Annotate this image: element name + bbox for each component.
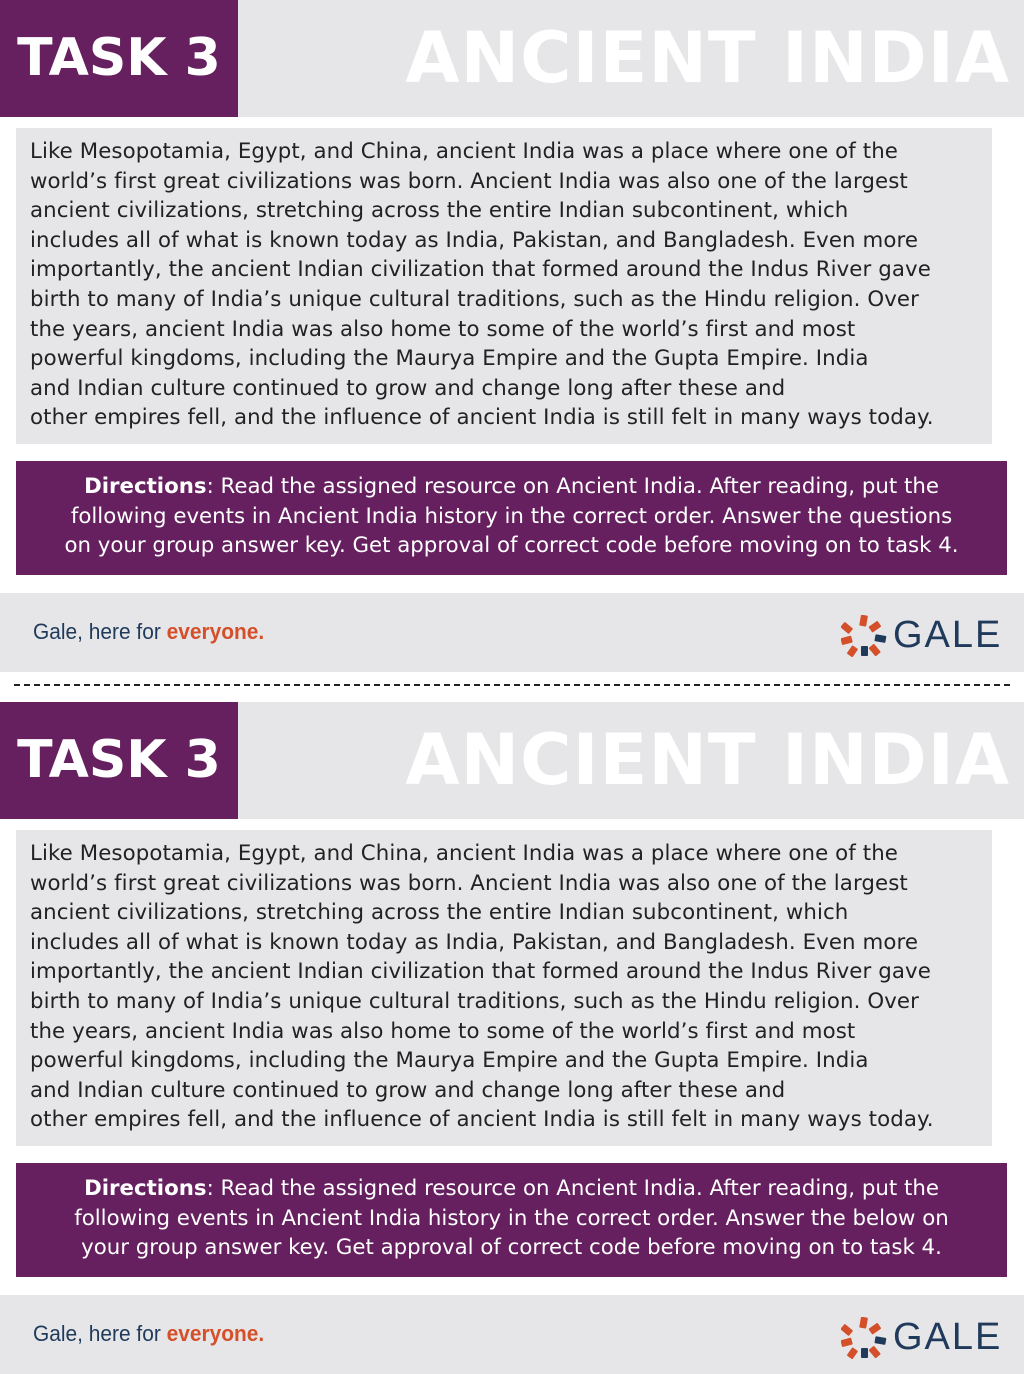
card-header	[0, 0, 1024, 117]
dashed-divider	[14, 684, 1010, 686]
intro-paragraph: Like Mesopotamia, Egypt, and China, ancient India was a place where one of the world’s first great civilizations was born. Ancient India was also one of the largest ancient civilizations, stretching across the entire Indian subcontinent, which includes all of what is known today as India, Pakistan, and Bangladesh. Even more importantly, the ancient Indian civilization that formed around the Indus River gave birth to many of India’s unique cultural traditions, such as the Hindu religion. Over the years, ancient India was also home to some of the world’s first and most powerful kingdoms, including the Maurya Empire and the Gupta Empire. India and Indian culture continued to grow and change long after these and other empires fell, and the influence of ancient India is still felt in many ways today.	[16, 128, 992, 444]
directions-box	[16, 1163, 1007, 1277]
directions-text: : Read the assigned resource on Ancient India. After reading, put the following events in Ancient India history in the correct order. Answer the below on your group answer key. Get approval of correct code before moving on to task 4.	[74, 1176, 949, 1261]
logo-text: GALE	[893, 1316, 1003, 1358]
tagline-prefix: Gale, here for	[33, 1321, 167, 1346]
directions-label: Directions	[84, 1176, 207, 1201]
directions-label: Directions	[84, 474, 207, 499]
task-card-top	[0, 0, 1024, 656]
intro-paragraph: Like Mesopotamia, Egypt, and China, ancient India was a place where one of the world’s first great civilizations was born. Ancient India was also one of the largest ancient civilizations, stretching across the entire Indian subcontinent, which includes all of what is known today as India, Pakistan, and Bangladesh. Even more importantly, the ancient Indian civilization that formed around the Indus River gave birth to many of India’s unique cultural traditions, such as the Hindu religion. Over the years, ancient India was also home to some of the world’s first and most powerful kingdoms, including the Maurya Empire and the Gupta Empire. India and Indian culture continued to grow and change long after these and other empires fell, and the influence of ancient India is still felt in many ways today.	[16, 830, 992, 1146]
page-title: ANCIENT INDIA	[405, 17, 1010, 99]
gale-logo	[841, 1315, 1001, 1359]
tagline-prefix: Gale, here for	[33, 619, 167, 644]
task-card-bottom	[0, 702, 1024, 1358]
page-title: ANCIENT INDIA	[405, 719, 1010, 801]
directions-box	[16, 461, 1007, 575]
gale-burst-icon	[841, 615, 887, 657]
task-label: TASK 3	[0, 0, 238, 117]
gale-burst-icon	[841, 1317, 887, 1359]
gale-logo	[841, 613, 1001, 657]
tagline-accent: everyone.	[166, 619, 265, 644]
footer-bar	[0, 593, 1024, 672]
card-header	[0, 702, 1024, 819]
tagline	[33, 1319, 264, 1349]
directions-text: : Read the assigned resource on Ancient India. After reading, put the following events in Ancient India history in the correct order. Answer the questions on your group answer key. Get approval of correct code before moving on to task 4.	[64, 474, 959, 559]
task-label: TASK 3	[0, 702, 238, 819]
logo-text: GALE	[893, 614, 1003, 656]
tagline-accent: everyone.	[166, 1321, 265, 1346]
tagline	[33, 617, 264, 647]
footer-bar	[0, 1295, 1024, 1374]
